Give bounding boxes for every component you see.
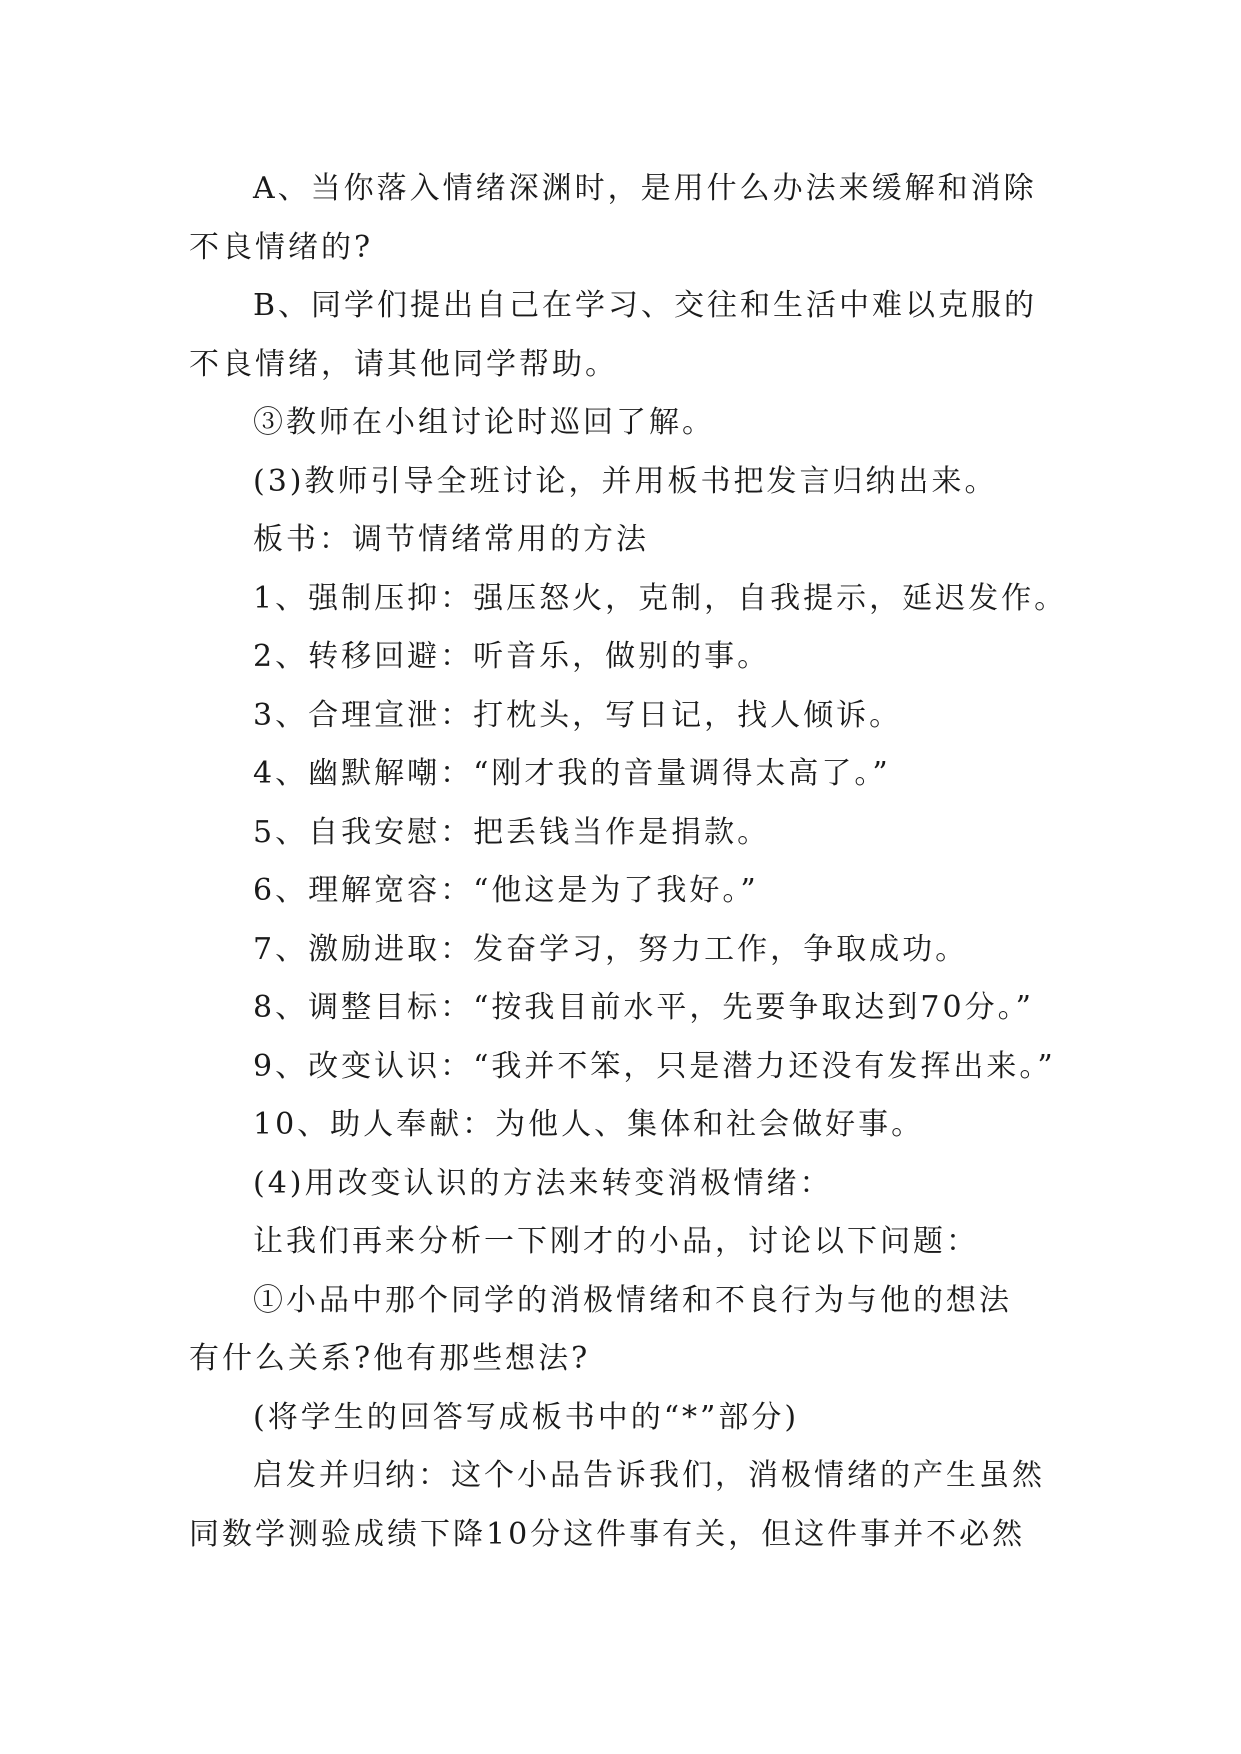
text-line: (3)教师引导全班讨论，并用板书把发言归纳出来。 (253, 463, 998, 499)
paragraph-teacher-patrol (189, 394, 1059, 453)
list-item-8 (189, 979, 1059, 1038)
text-line: 10、助人奉献：为他人、集体和社会做好事。 (253, 1107, 925, 1142)
paragraph-board-note (189, 1389, 1059, 1448)
list-item-4 (189, 745, 1059, 804)
paragraph-summary-cont (189, 1506, 1059, 1565)
paragraph-analyze-skit (189, 1213, 1059, 1272)
text-line: ③教师在小组讨论时巡回了解。 (253, 405, 715, 440)
paragraph-summary (189, 1447, 1059, 1506)
text-line: 2、转移回避：听音乐，做别的事。 (253, 639, 771, 674)
text-line: 6、理解宽容：“他这是为了我好。” (253, 873, 759, 908)
list-item-7 (189, 921, 1059, 980)
paragraph-board-title (189, 511, 1059, 570)
list-item-10 (189, 1096, 1059, 1155)
text-line: ①小品中那个同学的消极情绪和不良行为与他的想法 (253, 1282, 1012, 1318)
paragraph-question-a-cont (189, 219, 1059, 278)
text-line: 不良情绪的? (189, 229, 374, 265)
paragraph-question-b (189, 277, 1059, 336)
list-item-3 (189, 687, 1059, 746)
text-line: 9、改变认识：“我并不笨，只是潜力还没有发挥出来。” (253, 1048, 1056, 1084)
text-line: 5、自我安慰：把丢钱当作是捐款。 (253, 814, 771, 850)
text-line: 有什么关系?他有那些想法? (189, 1341, 591, 1376)
text-line: 板书：调节情绪常用的方法 (253, 522, 649, 557)
text-line: B、同学们提出自己在学习、交往和生活中难以克服的 (253, 288, 1038, 323)
paragraph-question-1 (189, 1272, 1059, 1331)
list-item-1 (189, 570, 1068, 629)
paragraph-question-b-cont (189, 336, 1059, 395)
text-line: (将学生的回答写成板书中的“*”部分) (253, 1399, 800, 1435)
text-line: (4)用改变认识的方法来转变消极情绪： (253, 1165, 833, 1201)
paragraph-question-a (189, 160, 1059, 219)
text-line: 4、幽默解嘲：“刚才我的音量调得太高了。” (253, 756, 891, 791)
text-line: 3、合理宣泄：打枕头，写日记，找人倾诉。 (253, 697, 903, 733)
list-item-2 (189, 628, 1059, 687)
paragraph-change-cognition (189, 1155, 1059, 1214)
text-line: 8、调整目标：“按我目前水平，先要争取达到70分。” (253, 990, 1034, 1025)
list-item-5 (189, 804, 1059, 863)
text-line: 让我们再来分析一下刚才的小品，讨论以下问题： (253, 1224, 979, 1259)
text-line: 7、激励进取：发奋学习，努力工作，争取成功。 (253, 931, 969, 967)
list-item-6 (189, 862, 1059, 921)
document-body (189, 160, 1068, 1564)
text-line: 不良情绪，请其他同学帮助。 (189, 346, 618, 382)
list-item-9 (189, 1038, 1059, 1097)
text-line: 同数学测验成绩下降10分这件事有关，但这件事并不必然 (189, 1516, 1026, 1552)
paragraph-class-discussion (189, 453, 1059, 512)
text-line: 启发并归纳：这个小品告诉我们，消极情绪的产生虽然 (253, 1458, 1045, 1493)
text-line: A、当你落入情绪深渊时，是用什么办法来缓解和消除 (253, 171, 1037, 206)
paragraph-question-1-cont (189, 1330, 1059, 1389)
text-line: 1、强制压抑：强压怒火，克制，自我提示，延迟发作。 (253, 580, 1068, 616)
